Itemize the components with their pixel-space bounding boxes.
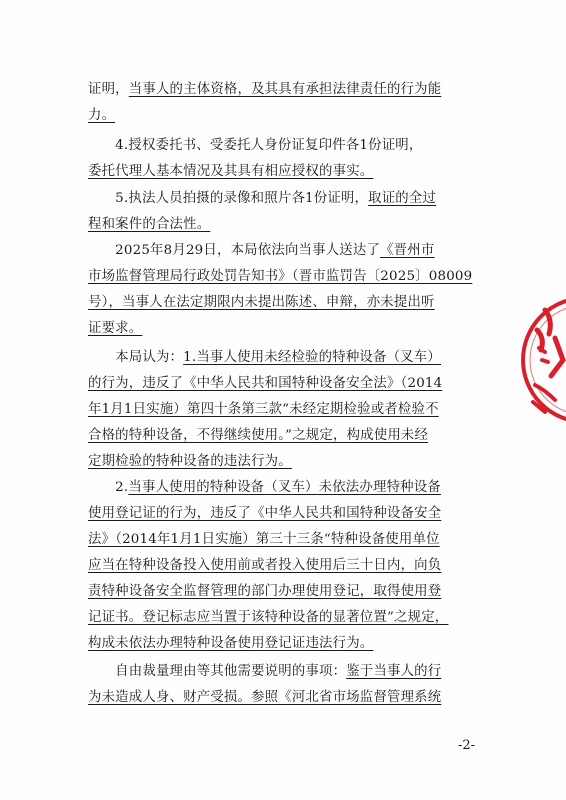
text-underlined: 当事人使用的特种设备（叉车）未依法办理特种设备 xyxy=(128,480,441,495)
text-plain: 2025年8月29日，本局依法向当事人送达了 xyxy=(88,243,381,258)
text-underlined: 《晋州市 xyxy=(380,243,435,258)
text-line xyxy=(88,400,488,420)
text-underlined: 定期检验的特种设备的违法行为。 xyxy=(88,454,292,469)
text-underlined: 证要求。 xyxy=(88,321,143,336)
text-line xyxy=(88,504,488,524)
text-line xyxy=(88,634,488,654)
text-line xyxy=(88,162,488,182)
text-line xyxy=(88,106,488,126)
text-plain: 5.执法人员拍摄的录像和照片各1份证明， xyxy=(88,191,369,206)
text-plain: 自由裁量理由等其他需要说明的事项： xyxy=(88,664,347,679)
text-underlined: 法》（2014年1月1日实施）第三十三条“特种设备使用单位 xyxy=(88,532,440,547)
text-line xyxy=(88,319,488,339)
page-number: -2- xyxy=(458,738,476,753)
text-plain: 2. xyxy=(88,480,129,495)
text-underlined: 力。 xyxy=(88,108,116,123)
text-underlined: 记证书。登记标志应当置于该特种设备的显著位置”之规定， xyxy=(88,610,449,625)
text-line xyxy=(88,662,488,682)
text-underlined: 为未造成人身、财产受损。参照《河北省市场监督管理系统 xyxy=(88,690,442,705)
text-underlined: 市场监督管理局行政处罚告知书》（晋市监罚告〔2025〕08009 xyxy=(88,269,473,284)
text-line xyxy=(88,530,488,550)
text-underlined: 取证的全过 xyxy=(368,191,437,206)
text-line xyxy=(88,80,488,100)
text-plain: 本局认为： xyxy=(88,350,184,365)
text-line xyxy=(88,136,488,156)
text-line xyxy=(88,688,488,708)
text-line xyxy=(88,293,488,313)
text-line xyxy=(88,348,488,368)
text-underlined: 合格的特种设备，不得继续使用。”之规定，构成使用未经 xyxy=(88,428,429,443)
text-line xyxy=(88,452,488,472)
text-line xyxy=(88,582,488,602)
text-plain: 证明， xyxy=(88,82,129,97)
text-line xyxy=(88,215,488,235)
text-underlined: 的行为，违反了《中华人民共和国特种设备安全法》（2014 xyxy=(88,376,443,391)
text-underlined: 1.当事人使用未经检验的特种设备（叉车） xyxy=(183,350,441,365)
text-line xyxy=(88,608,488,628)
text-line xyxy=(88,189,488,209)
text-underlined: 号），当事人在法定期限内未提出陈述、申辩，亦未提出听 xyxy=(88,295,435,310)
text-line xyxy=(88,556,488,576)
text-underlined: 委托代理人基本情况及其具有相应授权的事实。 xyxy=(88,164,374,179)
text-underlined: 使用登记证的行为，违反了《中华人民共和国特种设备安全 xyxy=(88,506,442,521)
text-underlined: 构成未依法办理特种设备使用登记证违法行为。 xyxy=(88,636,374,651)
text-underlined: 程和案件的合法性。 xyxy=(88,217,211,232)
text-line xyxy=(88,426,488,446)
text-underlined: 当事人的主体资格，及其具有承担法律责任的行为能 xyxy=(128,82,442,97)
text-underlined: 鉴于当事人的行 xyxy=(346,664,442,679)
official-seal-icon xyxy=(515,290,566,430)
text-underlined: 应当在特种设备投入使用前或者投入使用后三十日内，向负 xyxy=(88,558,442,573)
text-line xyxy=(88,241,488,261)
text-line xyxy=(88,374,488,394)
text-line xyxy=(88,478,488,498)
text-underlined: 年1月1日实施）第四十条第三款“未经定期检验或者检验不 xyxy=(88,402,439,417)
text-underlined: 责特种设备安全监督管理的部门办理使用登记，取得使用登 xyxy=(88,584,442,599)
text-line xyxy=(88,267,488,287)
text-plain: 4.授权委托书、受委托人身份证复印件各1份证明， xyxy=(88,138,423,153)
